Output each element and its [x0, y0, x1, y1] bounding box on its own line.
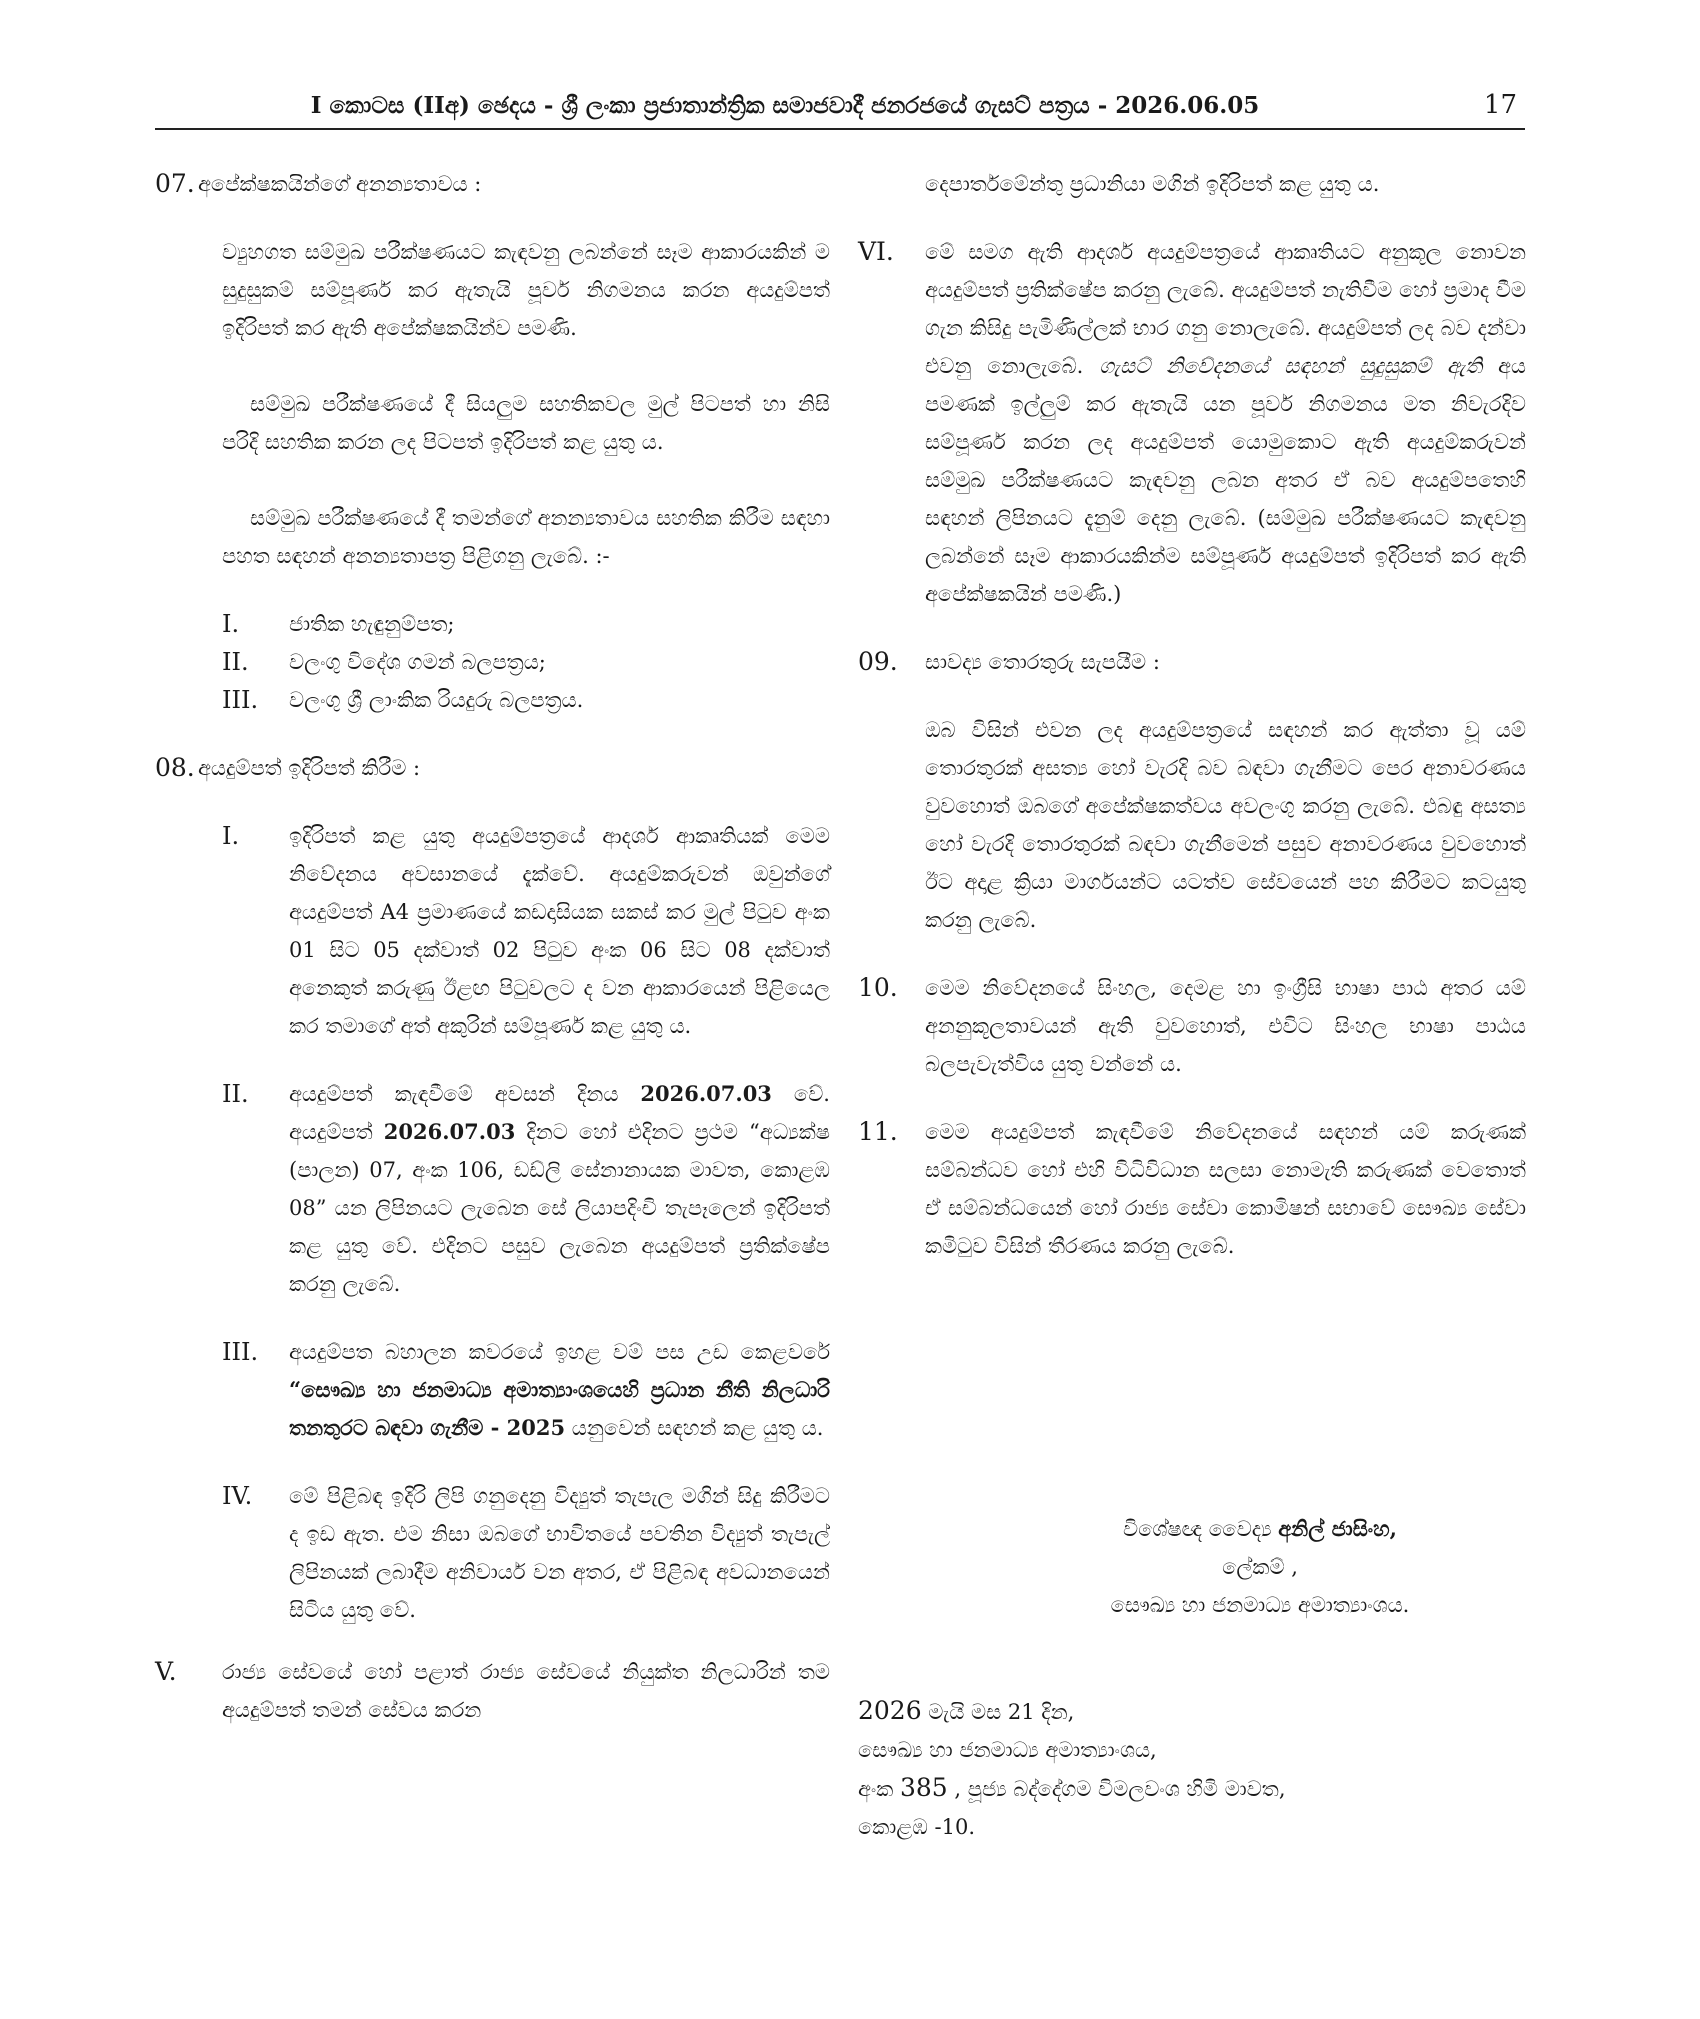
submission-list	[222, 817, 830, 1629]
paragraph: සම්මුඛ පරීක්ෂණයේ දී තමන්ගේ අනන්‍යතාවය සහතික කිරීම සඳහා පහත සඳහන් අනන්‍යතාපත්‍ර පිළිගනු ලැබේ. :-	[222, 506, 830, 568]
list-number: II.	[222, 648, 249, 676]
list-text: වේ. අයදුම්පත්	[289, 1082, 830, 1144]
list-text: වලංගු විදේශ ගමන් බලපත්‍රය;	[289, 650, 546, 674]
signatory-ministry: සෞඛ්‍ය හා ජනමාධ්‍ය අමාත්‍යාංශය.	[1110, 1593, 1410, 1617]
section-09	[858, 643, 1526, 681]
closing-date: 2026.07.03	[383, 1119, 516, 1144]
section-07	[155, 165, 830, 203]
paragraph: දෙපාර්තමේන්තු ප්‍රධානියා මගින් ඉදිරිපත් කළ යුතු ය.	[925, 172, 1380, 196]
list-number: IV.	[222, 1482, 253, 1510]
section-number: 10.	[858, 973, 898, 1002]
list-text: ඉදිරිපත් කළ යුතු අයදුම්පත්‍රයේ ආදර්ශ ආකෘතියක් මෙම නිවේදනය අවසානයේ දැක්වේ. අයදුම්කරුවන් ඔවුන්ගේ අයදුම්පත් A4 ප්‍රමාණයේ කඩදාසියක සකස් කර මුල් පිටුව අංක 01 සිට 05 දක්වාත් 02 පිටුව අංක 06 සිට 08 දක්වාත් අනෙකුත් කරුණු ඊළඟ පිටුවලට ද වන ආකාරයෙන් පිළියෙල කර තමාගේ අත් අකුරින් සම්පූර්ණ කළ යුතු ය.	[289, 824, 830, 1038]
section-title: සාවද්‍ය තොරතුරු සැපයීම :	[925, 650, 1160, 674]
section-number: 08.	[155, 753, 195, 782]
paragraph: ව්‍යුහගත සම්මුඛ පරීක්ෂණයට කැඳවනු ලබන්නේ සෑම ආකාරයකින් ම සුදුසුකම් සම්පූර්ණ කර ඇතැයි පූර්ව නිගමනය කරන අයදුම්පත් ඉදිරිපත් කර ඇති අපේක්ෂකයින්ව පමණි.	[222, 240, 830, 340]
list-item	[222, 643, 830, 681]
address-number: 385	[900, 1773, 948, 1802]
address-date-text: මැයි මස 21 දින,	[921, 1700, 1075, 1724]
right-column	[858, 165, 1526, 1265]
list-text: අයදුම්පත් කැඳවීමේ අවසන් දිනය	[289, 1082, 641, 1106]
address-text: , පූජ්‍ය බද්දේගම විමලවංශ හිමි මාවත,	[947, 1777, 1286, 1801]
signatory	[1050, 1510, 1470, 1548]
section-number: 07.	[155, 169, 195, 198]
page-header	[155, 88, 1525, 128]
address-text: අංක	[858, 1777, 900, 1801]
list-item	[222, 1477, 830, 1629]
section-text: මෙම අයදුම්පත් කැඳවීමේ නිවේදනයේ සඳහන් යම් කරුණක් සම්බන්ධව හෝ එහි විධිවිධාන සලසා නොමැති කරුණක් වෙතොත් ඒ සම්බන්ධයෙන් හෝ රාජ්‍ය සේවා කොමිෂන් සභාවේ සෞඛ්‍ය සේවා කමිටුව විසින් තීරණය කරනු ලැබේ.	[925, 1120, 1526, 1258]
header-rule	[155, 128, 1525, 130]
list-text: මේ සමග ඇති ආදර්ශ අයදුම්පත්‍රයේ ආකෘතියට අනුකූල නොවන අයදුම්පත් ප්‍රතික්ෂේප කරනු ලැබේ. අයදුම්පත් නැතිවීම හෝ ප්‍රමාද වීම ගැන කිසිදු පැමිණිල්ලක් භාර ගනු නොලැබේ. අයදුම්පත් ලද බව දන්වා එවනු නොලැබේ.	[925, 240, 1526, 378]
address-block	[858, 1692, 1478, 1846]
signatory-title: විශේෂඥ වෛද්‍ය	[1123, 1517, 1279, 1541]
address-year: 2026	[858, 1696, 922, 1725]
header-title	[155, 92, 1415, 119]
address-date	[858, 1692, 1478, 1731]
section-text: මෙම නිවේදනයේ සිංහල, දෙමළ හා ඉංග්‍රීසි භාෂා පාඨ අතර යම් අනනුකූලතාවයන් ඇති වුවහොත්, එවිට සිංහල භාෂා පාඨය බලපැවැත්විය යුතු වන්නේ ය.	[925, 976, 1526, 1076]
envelope-heading: “සෞඛ්‍ය හා ජනමාධ්‍ය අමාත්‍යාංශයෙහි ප්‍රධාන නීති නිලධාරි තනතුරට බඳවා ගැනීම - 2025	[289, 1377, 830, 1440]
signature-block	[1050, 1510, 1470, 1624]
section-number: 09.	[858, 647, 898, 676]
list-text: මේ පිළිබඳ ඉදිරි ලිපි ගනුදෙනු විද්‍යුත් තැපැල මගින් සිදු කිරීමට ද ඉඩ ඇත. එම නිසා ඔබගේ භාවිතයේ පවතින විද්‍යුත් තැපැල් ලිපිනයක් ලබාදීම අනිවාර්ය වන අතර, ඒ පිළිබඳ අවධානයෙන් සිටිය යුතු වේ.	[289, 1484, 830, 1622]
section-title: අපේක්ෂකයින්ගේ අනන්‍යතාවය :	[198, 172, 482, 196]
list-number: I.	[222, 822, 240, 850]
paragraph: සම්මුඛ පරීක්ෂණයේ දී සියලුම සහතිකවල මුල් පිටපත් හා නිසි පරිදි සහතික කරන ලද පිටපත් ඉදිරිපත් කළ යුතු ය.	[222, 392, 830, 454]
section-10	[858, 969, 1526, 1083]
closing-date: 2026.07.03	[640, 1081, 772, 1106]
list-text: වලංගු ශ්‍රී ලාංකික රියදුරු බලපත්‍රය.	[289, 688, 584, 712]
list-number: VI.	[858, 237, 894, 266]
list-number: I.	[222, 610, 240, 638]
address-line	[858, 1769, 1478, 1808]
list-number: II.	[222, 1080, 249, 1108]
page-number: 17	[1483, 90, 1517, 120]
list-item	[222, 817, 830, 1045]
address-line: කොළඹ -10.	[858, 1815, 976, 1839]
list-number: III.	[222, 1338, 259, 1366]
left-column	[155, 165, 830, 1729]
list-number: V.	[155, 1657, 177, 1686]
list-text: ජාතික හැඳුනුම්පත;	[289, 612, 455, 636]
address-line: සෞඛ්‍ය හා ජනමාධ්‍ය අමාත්‍යාංශය,	[858, 1738, 1157, 1762]
list-item	[222, 605, 830, 643]
header-title-text: I කොටස (IIඅ) ඡෙදය - ශ්‍රී ලංකා ප්‍රජාතාන්ත්‍රික සමාජවාදී ජනරජයේ ගැසට් පත්‍රය -	[310, 92, 1116, 119]
italic-text: ගැසට් නිවේදනයේ සඳහන් සුදුසුකම් ඇති	[1099, 354, 1483, 378]
list-item	[222, 681, 830, 719]
section-11	[858, 1113, 1526, 1265]
list-text: අය පමණක් ඉල්ලුම් කර ඇතැයි යන පූර්ව නිගමනය මත නිවැරදිව සම්පූර්ණ කරන ලද අයදුම්පත් යොමුකොට ඇති අයදුම්කරුවන් සම්මුඛ පරීක්ෂණයට කැඳවනු ලබන අතර ඒ බව අයදුම්පතෙහි සඳහන් ලිපිනයට දැනුම් දෙනු ලැබේ. (සම්මුඛ පරීක්ෂණයට කැඳවනු ලබන්නේ සෑම ආකාරයකින්ම සම්පූර්ණ අයදුම්පත් ඉදිරිපත් කර ඇති අපේක්ෂකයින් පමණි.)	[925, 354, 1527, 606]
list-item	[222, 1075, 830, 1303]
id-document-list	[222, 605, 830, 719]
paragraph: ඔබ විසින් එවන ලද අයදුම්පත්‍රයේ සඳහන් කර ඇත්තා වූ යම් තොරතුරක් අසත්‍ය හෝ වැරදි බව බඳවා ගැනීමට පෙර අනාවරණය වුවහොත් ඔබගේ අපේක්ෂකත්වය අවලංගු කරනු ලැබේ. එබඳු අසත්‍ය හෝ වැරදි තොරතුරක් බඳවා ගැනීමෙන් පසුව අනාවරණය වුවහොත් ඊට අදාළ ක්‍රියා මාර්ගයන්ට යටත්ව සේවයෙන් පහ කිරීමට කටයුතු කරනු ලැබේ.	[925, 718, 1526, 932]
list-text: යනුවෙන් සඳහන් කළ යුතු ය.	[565, 1416, 824, 1440]
signatory-position: ලේකම් ,	[1222, 1555, 1298, 1579]
section-title: අයදුම්පත් ඉදිරිපත් කිරීම :	[198, 756, 421, 780]
list-number: III.	[222, 686, 259, 714]
section-08	[155, 749, 830, 787]
list-item-v	[155, 1653, 830, 1729]
list-item	[222, 1333, 830, 1447]
header-date: 2026.06.05	[1115, 92, 1260, 119]
list-text: රාජ්‍ය සේවයේ හෝ පළාත් රාජ්‍ය සේවයේ නියුක්ත නිලධාරින් තම අයදුම්පත් තමන් සේවය කරන	[222, 1660, 830, 1722]
list-text: අයදුම්පත බහාලන කවරයේ ඉහළ වම් පස උඩ කෙළවරේ	[289, 1340, 830, 1364]
section-number: 11.	[858, 1117, 898, 1146]
list-item-vi	[858, 233, 1526, 613]
signatory-name: අනිල් ජාසිංහ,	[1278, 1516, 1397, 1541]
list-text: දිනට හෝ එදිනට ප්‍රථම “අධ්‍යක්ෂ (පාලන) 07, අංක 106, ඩඩ්ලි සේනානායක මාවත, කොළඹ 08” යන ලිපිනයට ලැබෙන සේ ලියාපදිංචි තැපෑලෙන් ඉදිරිපත් කළ යුතු වේ. එදිනට පසුව ලැබෙන අයදුම්පත් ප්‍රතික්ෂේප කරනු ලැබේ.	[289, 1120, 830, 1296]
